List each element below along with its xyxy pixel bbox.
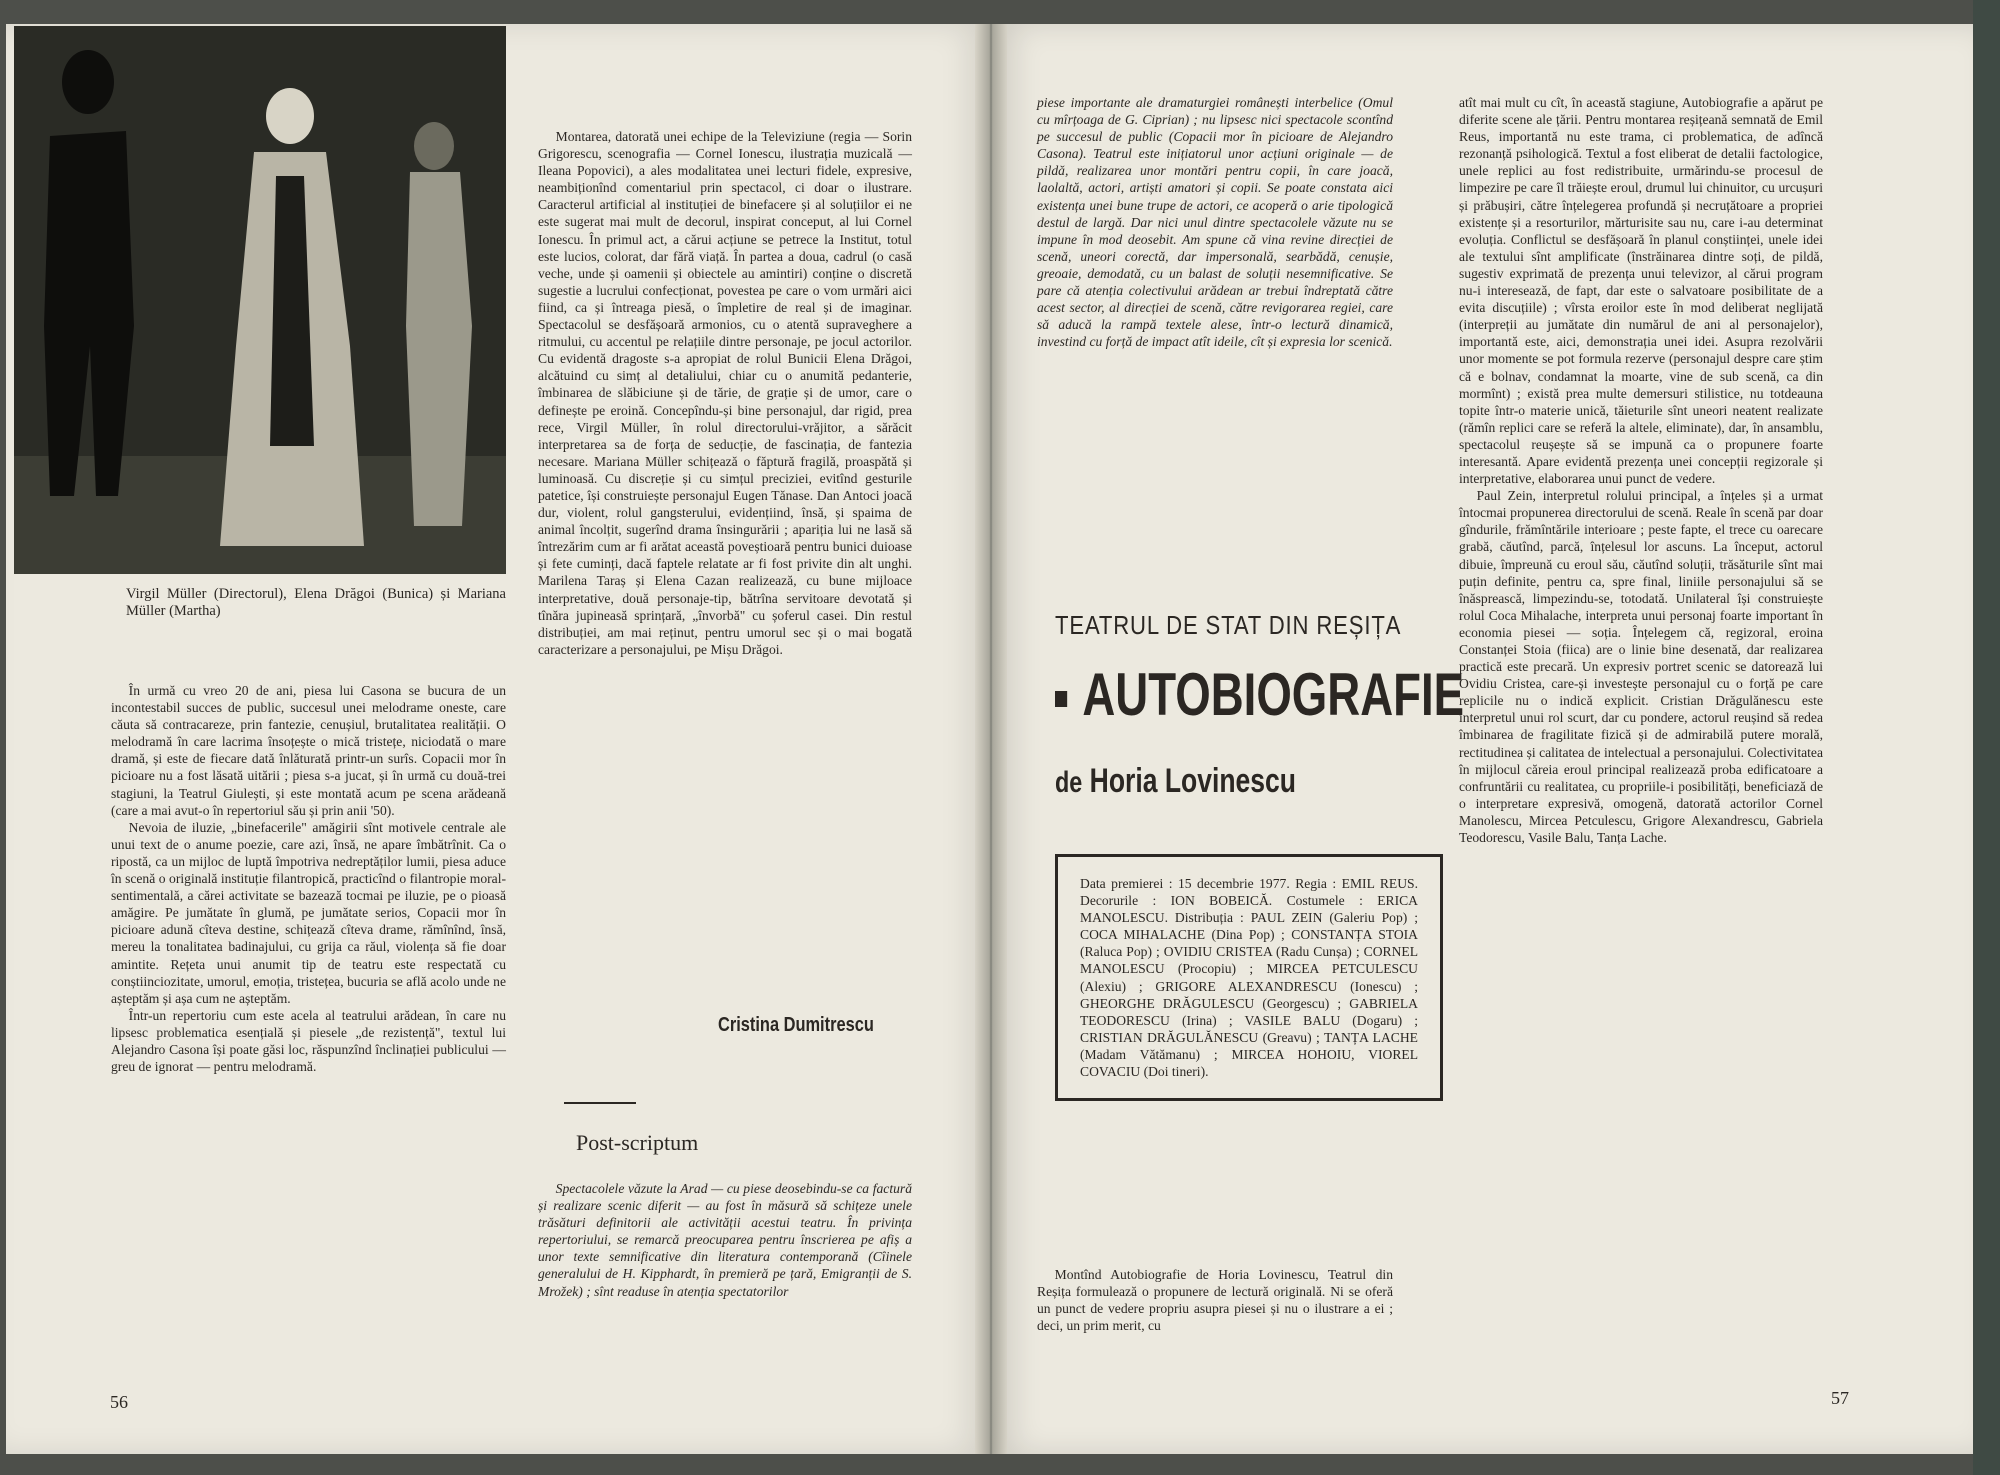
right-column-1-bottom	[1037, 1266, 1393, 1334]
book-gutter	[975, 24, 1007, 1454]
byline-name: Horia Lovinescu	[1089, 762, 1297, 800]
left-page	[6, 24, 987, 1454]
left-column-2	[538, 128, 912, 658]
photo-caption	[126, 586, 506, 620]
paragraph: Paul Zein, interpretul rolului principal, a înțeles și a urmat întocmai propunerea directorului de scenă. Reale în scenă par doar gîndurile, frămîntările interioare ; peste fapte, el trece cu oarecare grabă, căutînd, parcă, înțelesul lor ascuns. La început, actorul dibuie, împreună cu eroul său, căutînd soluții, trăsăturile sînt mai puțin definite, pentru ca, spre final, liniile personajului să se înăsprească, limpezindu-se, totodată. Unilateral își construiește rolul Coca Mihalache, interpreta unui personaj foarte important în economia piesei — soția. Înțelegem că, regizoral, eroina Constanței Stoia (fiica) are o linie bine desenată, dar realizarea practică este precară. Un expresiv portret scenic se datorează lui Ovidiu Cristea, care-și investește personajul cu o forță pe care replicile nu o indică explicit. Cristian Drăgulănescu este interpretul unui rol scurt, dar cu pondere, actorul reușind să redea îmbinarea de fragilitate fizică și de admirabilă putere morală, rectitudinea și calitatea de intelectual a personajului. Colectivitatea în mijlocul căreia eroul principal realizează proba edificatoare a confruntării cu realitatea, cu propriile-i posibilități, beneficiază de o interpretare expresivă, omogenă, datorată actorilor Cornel Manolescu, Mircea Petculescu, Grigore Alexandrescu, Gabriela Teodorescu, Vasile Balu, Tanța Lache.	[1459, 488, 1823, 846]
paragraph: atît mai mult cu cît, în această stagiune, Autobiografie a apărut pe diferite scene ale țării. Pentru montarea reșițeană semnată de Emil Reus, importantă nu este trama, ci problematica, de adîncă rezonanță psihologică. Textul a fost eliberat de detalii factologice, unele replici au fost redistribuite, urmărindu-se procesul de limpezire pe care îl trăiește eroul, drumul lui chinuitor, cu urcușuri și prăbușiri, către înțelegerea profundă și necruțătoare a propriei existențe și a resorturilor, mărturisite sau nu, care i-au determinat evoluția. Conflictul se desfășoară în planul conștiinței, unele idei ale textului sînt amplificate (înstrăinarea dintre soți, de pildă, sugestiv exprimată de prezența unui televizor, al cărui program nu-i interesează, de fapt, dar este o salvatoare posibilitate de a evita discuțiile) ; vîrsta eroilor este în mod deliberat neglijată (interpreții au jumătate din numărul de ani al personajelor), importantă este, aici, demonstrația unei idei. Asupra rezolvării unor momente se pot formula rezerve (personajul despre care știm că e bolnav, condamnat la moarte, vine de sub scenă, ca din mormînt) ; există prea multe demersuri stilistice, nu totdeauna topite într-o materie unică, tăieturile sînt uneori neatent realizate (rămîn replici care se referă la altele, eliminate), dar, în ansamblu, spectacolul reușește să se impună ca o propunere foarte interesantă. Apare evidentă prezența unei concepții regizorale și interpretative, elaborarea unui punct de vedere.	[1459, 95, 1823, 487]
book-cover-edge	[1973, 0, 2000, 1475]
right-page	[995, 24, 1973, 1454]
author-signature: Cristina Dumitrescu	[718, 1014, 874, 1036]
production-credits-box	[1055, 854, 1443, 1101]
paragraph: Spectacolele văzute la Arad — cu piese deosebindu-se ca factură și realizare scenic diferit — au fost în măsură să schițeze unele trăsături definitorii ale activității acestui teatru. În privința repertoriului, se remarcă preocuparea pentru înscrierea pe afiș a unor texte semnificative din literatura contemporană (Cîinele generalului de H. Kipphardt, în premieră pe țară, Emigranții de S. Mrožek) ; sînt readuse în atenția spectatorilor	[538, 1181, 912, 1299]
right-column-2	[1459, 94, 1823, 846]
right-column-1-top	[1037, 94, 1393, 350]
paragraph: Montarea, datorată unei echipe de la Televiziune (regia — Sorin Grigorescu, scenografia — Cornel Ionescu, ilustrația muzicală — Ileana Popovici), a ales modalitatea unei lecturi fidele, expresive, neambiționînd comentariul prin spectacol, ci doar o ilustrare. Caracterul artificial al instituției de binefacere și al soluțiilor ei ne este sugerat mai mult de decorul, inspirat conceput, al lui Cornel Ionescu. În primul act, a cărui acțiune se petrece la Institut, totul este lucios, colorat, dar fără viață. În partea a doua, cadrul (o casă veche, unde și oamenii și obiectele au amintiri) conține o discretă sugestie a lucrului confecționat, povestea pe care o vom urmări aici fiind, ca și întreaga piesă, o împletire de real și de imaginar. Spectacolul se desfășoară armonios, cu o atentă supraveghere a ritmului, cu accentul pe relațiile dintre personaje, pe jocul actorilor. Cu evidentă dragoste s-a apropiat de rolul Bunicii Elena Drăgoi, alcătuind cu simț al detaliului, chiar cu o anumită pedanterie, îmbinarea de slăbiciune și de tărie, de grație și de umor, care o definește pe eroină. Concepîndu-și bine personajul, dar rigid, prea rece, Virgil Müller, în rolul directorului-vrăjitor, a sărăcit interpretarea sa de forța de seducție, de fascinația, de fantezia necesare. Mariana Müller schițează o făptură fragilă, proaspătă și luminoasă. Cu discreție și cu simțul preciziei, evitînd gesturile patetice, își construiește personajul Eugen Tănase. Dan Antoci joacă dur, violent, rolul gangsterului, evidențiind, însă, și spaima de animal încolțit, sugerînd drama însingurării ; apariția lui ne lasă să întrezărim cum ar fi arătat această poveștioară pentru bunici duioase și fete cuminți, dacă faptele relatate ar fi fost privite din alt unghi. Marilena Taraș și Elena Cazan realizează, cu bune mijloace interpretative, două personaje-tip, bătrîna servitoare devotată și tînăra jupineasă sprințară, „învorbă" cu șoferul casei. Din restul distribuției, am mai reținut, pentru umorul sec și o mai bogată caracterizare a personajului, pe Mișu Drăgoi.	[538, 129, 912, 657]
paragraph: Nevoia de iluzie, „binefacerile" amăgirii sînt motivele centrale ale unui text de o anume poezie, care azi, însă, ne apare îmbătrînit. Ca o ripostă, ca un mijloc de luptă împotriva nedreptăților lumii, piesa aduce în scenă o originală instituție filantropică, practicînd o filantropie moral-sentimentală, a cărei activitate se bazează tocmai pe iluzie, pe o pioasă amăgire. Pe jumătate în glumă, pe jumătate serios, Copacii mor în picioare adună cîteva destine, schițează cîteva drame, rămînînd, însă, mereu la tonalitatea badinajului, cu grija ca răul, violența să fie doar amintite. Rețeta unui anumit tip de teatru este respectată cu conștiinciozitate, umorul, emoția, tristețea, bucuria se află acolo unde ne așteptăm și așa cum ne așteptăm.	[111, 819, 506, 1006]
photo-caption-text: Virgil Müller (Directorul), Elena Drăgoi (Bunica) și Mariana Müller (Martha)	[126, 586, 506, 619]
stage-photo-image	[14, 26, 506, 574]
paragraph: În urmă cu vreo 20 de ani, piesa lui Casona se bucura de un incontestabil succes de public, succesul unei melodrame oneste, care căuta să contracareze, prin fantezie, cenușiul, brutalitatea realității. O melodramă în care lacrima însoțește o mică tristețe, niciodată o mare dramă, și este de fiecare dată înlăturată printr-un surîs. Copacii mor în picioare nu a fost lăsată uitării ; piesa s-a jucat, și în urmă cu două-trei stagiuni, la Teatrul Giulești, și este montată acum pe scena arădeană (care a mai avut-o în repertoriul său și prin anii '50).	[111, 683, 506, 818]
paragraph: Într-un repertoriu cum este acela al teatrului arădean, în care nu lipsesc problematica esențială și piesele „de rezistență", textul lui Alejandro Casona își poate găsi loc, răspunzînd înclinației publicului — greu de ignorat — pentru melodramă.	[111, 1007, 506, 1075]
paragraph: Montînd Autobiografie de Horia Lovinescu, Teatrul din Reșița formulează o propunere de lectură originală. Ni se oferă un punct de vedere propriu asupra piesei și nu o ilustrare a ei ; deci, un prim merit, cu	[1037, 1267, 1393, 1334]
post-scriptum-text	[538, 1180, 912, 1300]
paragraph: piese importante ale dramaturgiei românești interbelice (Omul cu mîrțoaga de G. Ciprian) ; nu lipsesc nici spectacole scontînd pe succesul de public (Copacii mor în picioare de Alejandro Casona). Teatrul este inițiatorul unor acțiuni originale — de pildă, realizarea unor montări pentru copii, în care joacă, laolaltă, actori, artiști amatori și copii. Se poate constata aici existența unei bune trupe de actori, ce acoperă o arie tipologică destul de largă. Dar nici unul dintre spectacolele văzute nu se impune în mod deosebit. Am spune că vina revine direcției de scenă, uneori corectă, dar impersonală, searbădă, cenușie, greoaie, demodată, cu un balast de soluții nesemnificative. Se pare că atenția colectivului arădean ar trebui îndreptată către acest sector, al direcției de scenă, către revigorarea regiei, care să aducă la rampă textele alese, într-o lectură dinamică, investind cu forță de impact atît ideile, cît și expresia lor scenică.	[1037, 95, 1393, 350]
theatre-name: TEATRUL DE STAT DIN REȘIȚA	[1055, 610, 1402, 640]
divider-rule	[564, 1102, 636, 1104]
play-title-text: AUTOBIOGRAFIE	[1082, 661, 1465, 728]
post-scriptum-title: Post-scriptum	[576, 1130, 699, 1155]
play-title	[1055, 662, 1464, 728]
page-number: 56	[110, 1392, 128, 1412]
byline	[1055, 762, 1296, 801]
left-column-1	[111, 682, 506, 1075]
page-number: 57	[1831, 1388, 1849, 1408]
byline-prefix: de	[1055, 766, 1083, 799]
bullet-square	[1055, 691, 1067, 707]
production-credits: Data premierei : 15 decembrie 1977. Regia : EMIL REUS. Decorurile : ION BOBEICĂ. Costumele : ERICA MANOLESCU. Distribuția : PAUL ZEIN (Galeriu Pop) ; COCA MIHALACHE (Dina Pop) ; CONSTANȚA STOIA (Raluca Pop) ; OVIDIU CRISTEA (Radu Cunșa) ; CORNEL MANOLESCU (Procopiu) ; MIRCEA PETCULESCU (Alexiu) ; GRIGORE ALEXANDRESCU (Ionescu) ; GHEORGHE DRĂGULESCU (Georgescu) ; GABRIELA TEODORESCU (Irina) ; VASILE BALU (Dogaru) ; CRISTIAN DRĂGULĂNESCU (Greavu) ; TANȚA LACHE (Madam Vătămanu) ; MIRCEA HOHOIU, VIOREL COVACIU (Doi tineri).	[1080, 876, 1418, 1080]
stage-photo	[14, 26, 506, 574]
